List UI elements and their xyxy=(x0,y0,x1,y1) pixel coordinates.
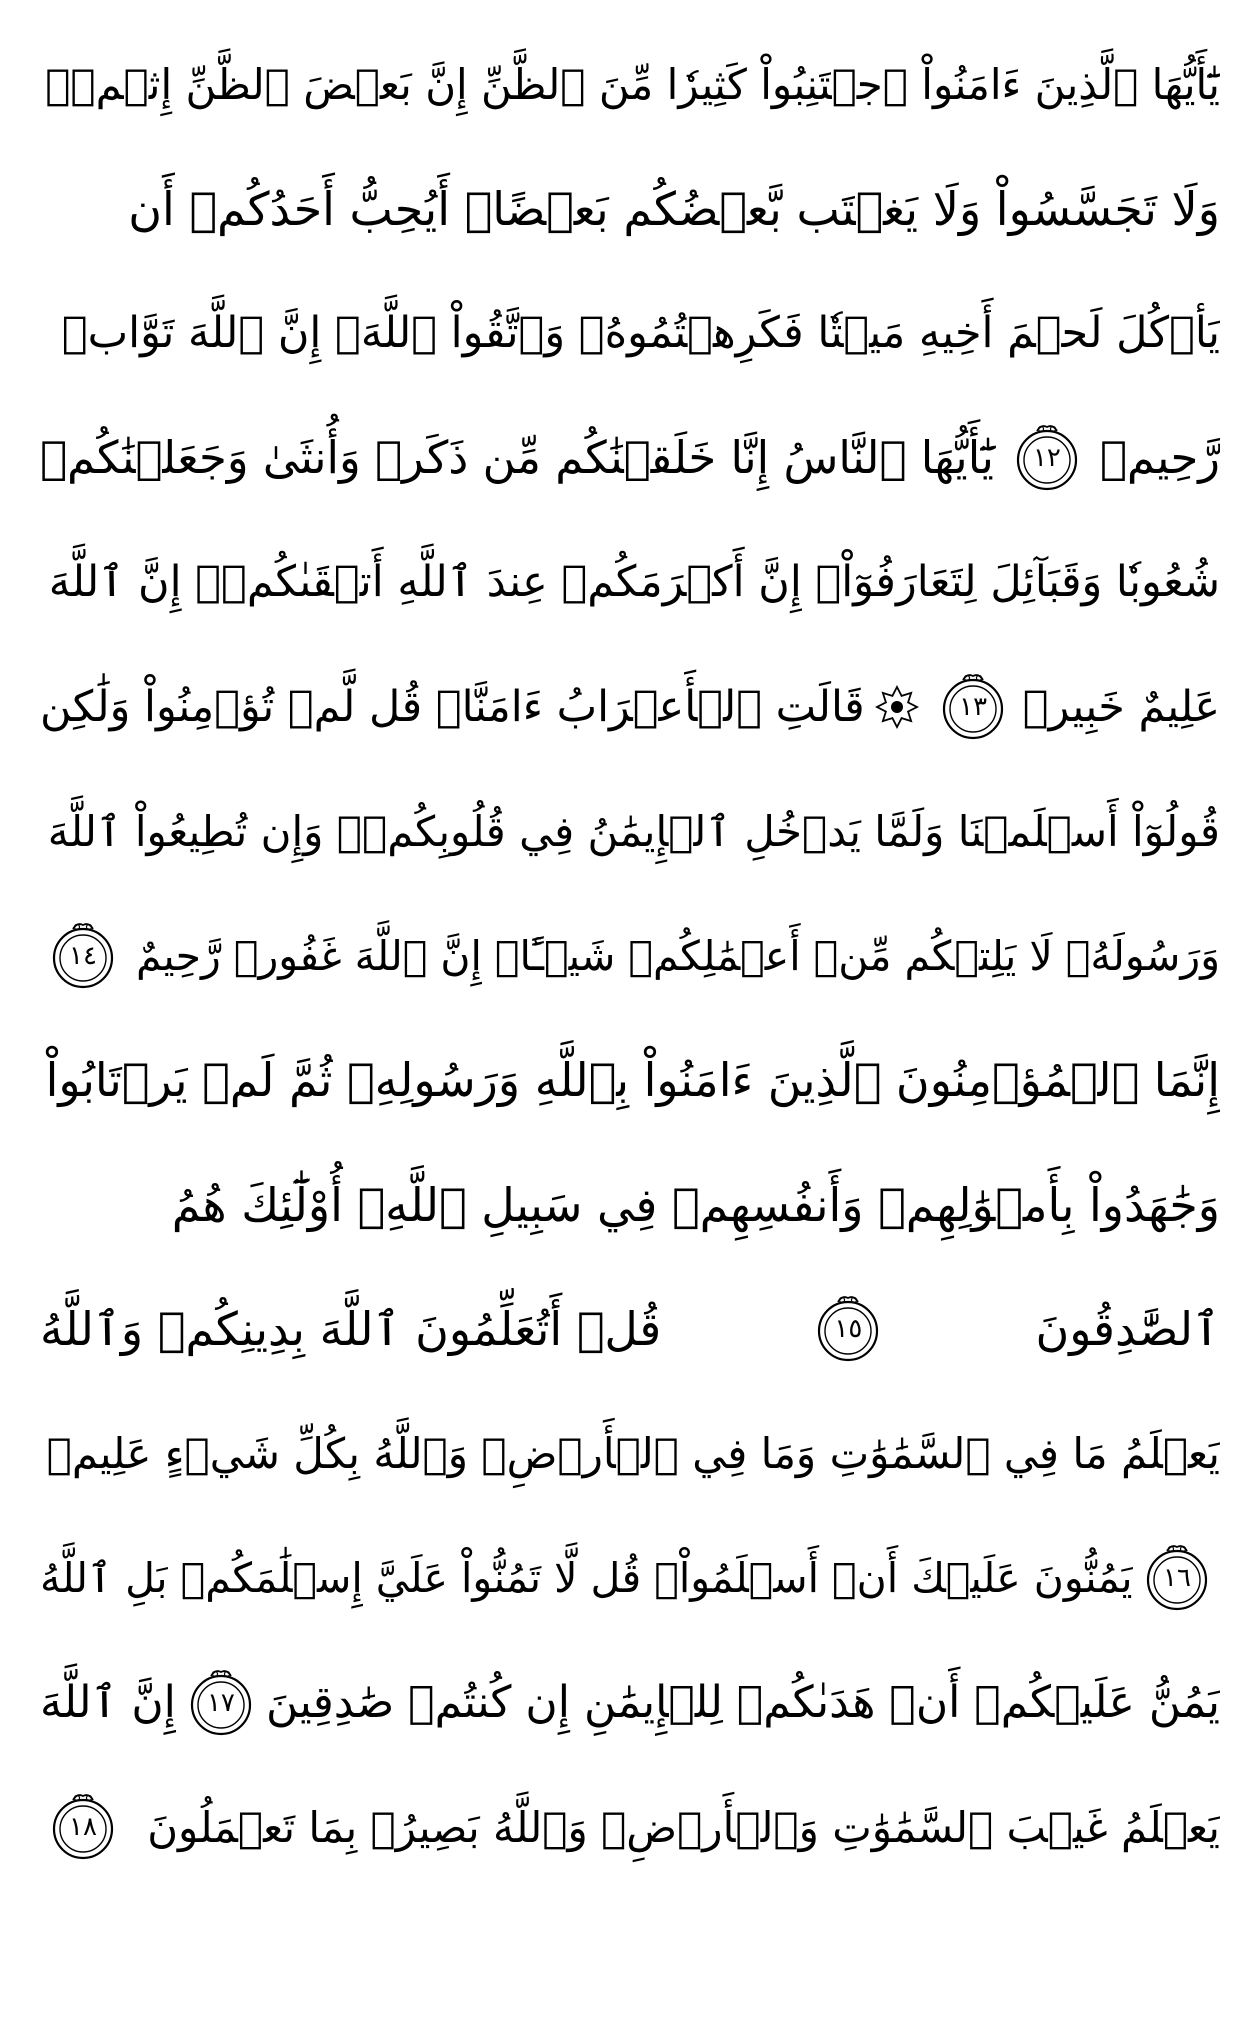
text-line xyxy=(40,147,1220,271)
verse-text: يَعۡلَمُ غَيۡبَ ٱلسَّمَٰوَٰتِ وَٱلۡأَرۡضِۚ وَٱللَّهُ بَصِيرُۢ بِمَا تَعۡمَلُونَ xyxy=(147,1802,1220,1852)
text-line xyxy=(40,894,1220,1018)
ayah-number-marker xyxy=(184,1666,258,1740)
quran-text-block xyxy=(40,22,1220,2012)
verse-text: إِنَّ ٱللَّهَ xyxy=(40,1677,176,1728)
verse-text: قُولُوٓاْ أَسۡلَمۡنَا وَلَمَّا يَدۡخُلِ ٱلۡإِيمَٰنُ فِي قُلُوبِكُمۡۖ وَإِن تُطِيعُواْ ٱللَّهَ xyxy=(47,806,1220,856)
verse-text: شُعُوبٗا وَقَبَآئِلَ لِتَعَارَفُوٓاْۚ إِنَّ أَكۡرَمَكُمۡ عِندَ ٱللَّهِ أَتۡقَىٰكُمۡۚ إِنَّ ٱللَّهَ xyxy=(48,557,1220,607)
ayah-number-marker xyxy=(1140,1541,1214,1615)
ayah-number: ١٤ xyxy=(69,940,97,971)
verse-text: عَلِيمٌ خَبِيرٞ xyxy=(1022,681,1220,732)
text-line xyxy=(40,271,1220,395)
ayah-number: ١٣ xyxy=(959,691,988,722)
hizb-marker xyxy=(875,685,919,729)
ayah-number-marker xyxy=(1010,421,1084,495)
text-line xyxy=(40,645,1220,769)
text-line xyxy=(40,1018,1220,1142)
ayah-number: ١٧ xyxy=(206,1687,235,1718)
verse-text: وَلَا تَجَسَّسُواْ وَلَا يَغۡتَب بَّعۡضُكُم بَعۡضًاۚ أَيُحِبُّ أَحَدُكُمۡ أَن xyxy=(128,181,1220,236)
text-line xyxy=(40,1765,1220,1889)
text-line xyxy=(40,769,1220,893)
verse-text: يَٰٓأَيُّهَا ٱلَّذِينَ ءَامَنُواْ ٱجۡتَنِبُواْ كَثِيرٗا مِّنَ ٱلظَّنِّ إِنَّ بَعۡضَ ٱلظَّنِّ إِثۡمٞۖ xyxy=(45,59,1220,109)
verse-text: قُلۡ أَتُعَلِّمُونَ ٱللَّهَ بِدِينِكُمۡ وَٱللَّهُ xyxy=(40,1302,662,1356)
text-line xyxy=(40,520,1220,644)
text-line xyxy=(40,1143,1220,1267)
text-line xyxy=(40,22,1220,146)
verse-text: ٱلصَّٰدِقُونَ xyxy=(1035,1302,1220,1356)
ayah-number-marker xyxy=(936,670,1010,744)
verse-text: يَمُنُّونَ عَلَيۡكَ أَنۡ أَسۡلَمُواْۖ قُل لَّا تَمُنُّواْ عَلَيَّ إِسۡلَٰمَكُمۖ بَلِ ٱللَّهُ xyxy=(40,1554,1133,1602)
text-line xyxy=(40,1392,1220,1516)
verse-text: يَأۡكُلَ لَحۡمَ أَخِيهِ مَيۡتٗا فَكَرِهۡتُمُوهُۚ وَٱتَّقُواْ ٱللَّهَۚ إِنَّ ٱللَّهَ تَوَّابٞ xyxy=(61,308,1220,358)
verse-text: وَرَسُولَهُۥ لَا يَلِتۡكُم مِّنۡ أَعۡمَٰلِكُمۡ شَيۡـًٔاۚ إِنَّ ٱللَّهَ غَفُورٞ رَّحِيمٌ xyxy=(136,931,1220,980)
text-line xyxy=(40,1516,1220,1640)
hizb-star-icon xyxy=(875,685,919,729)
text-line xyxy=(40,1267,1220,1391)
verse-text: رَّحِيمٞ xyxy=(1099,431,1220,484)
ayah-number: ١٢ xyxy=(1032,442,1061,473)
verse-text: قَالَتِ ٱلۡأَعۡرَابُ ءَامَنَّاۖ قُل لَّمۡ تُؤۡمِنُواْ وَلَٰكِن xyxy=(40,681,865,732)
ayah-number: ١٨ xyxy=(69,1812,97,1842)
ayah-number: ١٥ xyxy=(834,1314,863,1344)
ayah-number-marker xyxy=(46,919,120,993)
verse-text: يَعۡلَمُ مَا فِي ٱلسَّمَٰوَٰتِ وَمَا فِي ٱلۡأَرۡضِۚ وَٱللَّهُ بِكُلِّ شَيۡءٍ عَلِيمٞ xyxy=(46,1429,1220,1478)
verse-text: يَمُنُّ عَلَيۡكُمۡ أَنۡ هَدَىٰكُمۡ لِلۡإِيمَٰنِ إِن كُنتُمۡ صَٰدِقِينَ xyxy=(266,1677,1220,1728)
text-line xyxy=(40,396,1220,520)
verse-text: إِنَّمَا ٱلۡمُؤۡمِنُونَ ٱلَّذِينَ ءَامَنُواْ بِٱللَّهِ وَرَسُولِهِۦ ثُمَّ لَمۡ يَرۡتَابُواْ xyxy=(45,1053,1220,1107)
ayah-number: ١٦ xyxy=(1163,1563,1191,1593)
text-line xyxy=(40,1641,1220,1765)
verse-text: وَجَٰهَدُواْ بِأَمۡوَٰلِهِمۡ وَأَنفُسِهِمۡ فِي سَبِيلِ ٱللَّهِۚ أُوْلَٰٓئِكَ هُمُ xyxy=(171,1177,1220,1232)
ayah-number-marker xyxy=(811,1292,885,1366)
ayah-number-marker xyxy=(46,1790,120,1864)
verse-text: يَٰٓأَيُّهَا ٱلنَّاسُ إِنَّا خَلَقۡنَٰكُم مِّن ذَكَرٖ وَأُنثَىٰ وَجَعَلۡنَٰكُمۡ xyxy=(40,431,994,484)
